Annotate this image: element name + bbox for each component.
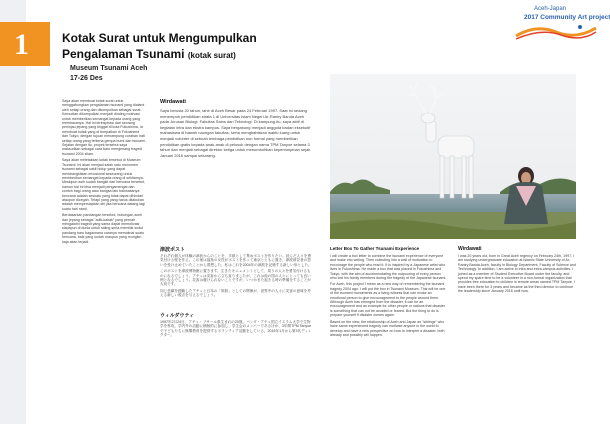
indonesian-paragraph: Saya akan meletakkan kotak tersebut di Museum Tsunami. Ini akan menjadi salah satu monumen tsunami sebagai sakit hidup yang dapat membangkitkan emosional seseorang untuk memberikan semangat kepada orang di sekitarnya. Meskipun asih sudah bangkit dari bencana tersebut, namun hal ini bisa menjadi pengamengat dan contoh bagi orang atau bangsa lain bahwasanya bencana adalah sesuatu yang tidak dapat dihindari ataupun dicegah. Tetapi yang yang harus dilakukan adalah mempersiapkan diri jika bencana datang lagi suatu hari nanti. [62,158,146,211]
japanese-text [160,254,312,308]
logo-line1: Aceh-Japan [534,6,567,12]
indonesian-body-text [62,99,146,331]
artist-photo [330,74,576,239]
english-text [330,254,448,350]
japanese-heading: 津波ポスト [160,247,186,253]
profile-text: Saya berusia 20 tahun, lahir di Aceh Besar pada 24 Februari 1997. Saat ini sedang menempuh pendidikan strata 1 di Universitas Islam Negeri Ar-Raniry Banda Aceh pada Jurusan Biologi, Fakultas Sains dan Teknologi. Di kampung itu, saya aktif di kegiatan intra dan ekstra kampus. Saya bergabung menjadi anggota badan eksekutif mahasiswa di bawah naungan fakultas, serta menghabiskan waktu luang untuk menjadi volunter di sebuah lembaga pendidikan non formal yang memberikan pendidikan gratis kepada anak-anak di pelosok dengan nama TPM Tanyoe selama 3 tahun dan menjadi sebagai direktur ketiga untuk menumbuhkan kepemimpinan sejak Januari 2016 sampai sekarang. [160,108,311,158]
page-title-main: Pengalaman Tsunami [62,47,185,61]
japanese-paragraph: それぞれ個人が体験の津波からのことを、手紙として集めポストを作りたい。読んだ人々を勇気付ける壁を作る。この案は福島の女性がポストを作って東京とともに置き、津波被災者の思いを受け止めていたことから着想した。私はこれを2004年の津波を記憶する新しい形とした。 [160,254,312,267]
english-profile-text: I was 20 years old, born in Great Aceh regency on February 24th, 1997. I am studying undergraduate education at Islamic State University of Ar-Raniry Banda Aceh, faculty in Biology Department, Faculty of Science and Technology. In addition, I am active in intra and extra-campus activities. I joined as a member of Student Executive Board under the faculty, and spend my spare time to be a volunteer in a non-formal organization that provides free education to children in remote areas named TPM Tanyoe. I have been there for 3 years and became as the third director to continue the leadership since January 2016 until now. [458,254,576,294]
indonesian-paragraph: Berdasarkan pandangan tersebut, hubungan aceh dan jepang sebagai "adik-kakak" yang pernah mengalami tragedi yang sama dapat memotivasi siapapun di dunia untuk saling serta memiliki sudut pandang baru bagaimana caranya memaknai suatu bencana, baik yang sudah maupun yang mungkin saja akan terjadi. [62,213,145,244]
english-paragraph: I will create a box letter to combine the tsunami experience of everyone and make into writing. Then collecting into a wall of motivation to encourage the people who read it. It is inspired by a Japanese artist who lives in Fukushima. He made a box that was placed in Fukushima and Tokyo, with the aim of accommodating the outpouring of every person who lost his family members during the tragedy of the Japanese tsunami. [330,254,447,281]
page-number: 1 [14,28,29,61]
english-paragraph: For Aceh, this project I mean as a new way of remembering the tsunami tragedy 2004 ago. I will put the box in Tsunami Museum. This will be one of the tsunami monuments as a living witness that can evoke an emotional person to give encouragement to the people around them. Although Aceh has emerged from the disaster, it can be an encouragement and an example for other people or nations that disaster is something that can not be avoided or feared. But the thing to do is prepare yourself if disaster comes again. [330,282,446,318]
event-venue: Museum Tsunami Aceh [70,65,148,72]
indonesian-paragraph: Saya akan membuat kotak surat untuk menggabungkan pengalaman tsunami yang dialami oleh setiap orang dan dikumpulkan sebagai surat. Kemudian dikumpulkan menjadi dinding motivasi untuk memberikan semangat kepada orang yang membacanya. Hal ini terinspirasi dari seorang peninjau jepang yang tinggal di kota Fukushima, ia membuat kotak yang di tempatkan di Fukushima dan Tokyo, dengan tujuan menampung curahan hati setiap orang yang terkena gempa bumi dan tsunami. Sejalan dengan itu, proyek tersebut saya maksudkan sebagai cara baru mengenang tragedi tsunami 2004 silam. [62,99,146,156]
japanese-profile-text: 1997年2月24日、アチェ・ブサール県生まれの20歳。バンダ・アチェ国立イスラム大学で生物学を専攻。学内外の活動に積極的に参加し、学生会のメンバーであるほか、3年間TPM Tanyoeで子どもたちに無償教育を提供するボランティア活動をしている。2016年1月から第3代ディレクター。 [160,320,312,338]
profile-heading: Wirdawati [160,99,186,105]
logo-stripe-graphic [516,22,596,40]
japanese-paragraph: このポストを津波博物館に置きます。生きたモニュメントとして、周りの人々を勇気付けるものになるでしょう。アチェは災害から立ち直りましたが、これは他の国の人々にとっても良い例となるでしょう。災害は避けられないことですが、いつかまた起きる時の準備をすることが大切です。 [160,269,311,287]
project-logo [516,6,610,42]
english-paragraph: Based on the view, the relationship of Aceh and Japan as "siblings" who have same experienced tragedy can motivate anyone in the world to develop and have a new perspective on how to interpret a disaster, both already and possibly will happen. [330,319,445,337]
english-profile-heading: Wirdawati [458,246,482,252]
page-title-note: (kotak surat) [187,51,236,60]
page-title-line1: Kotak Surat untuk Mengumpulkan [62,31,257,45]
english-heading: Letter Box To Gather Tsunami Experience [330,246,420,251]
japanese-paragraph: 同じ悲劇を経験したアチェと日本の「姉妹」としての関係が、世界中の人々に災害の意味を考える新しい視点を与えるでしょう。 [160,288,311,298]
japanese-profile-heading: ウィルダウティ [160,313,195,319]
event-date: 17-26 Des [70,75,103,82]
logo-line2: 2017 Community Art project [524,14,610,21]
page-title-line2 [62,47,236,61]
